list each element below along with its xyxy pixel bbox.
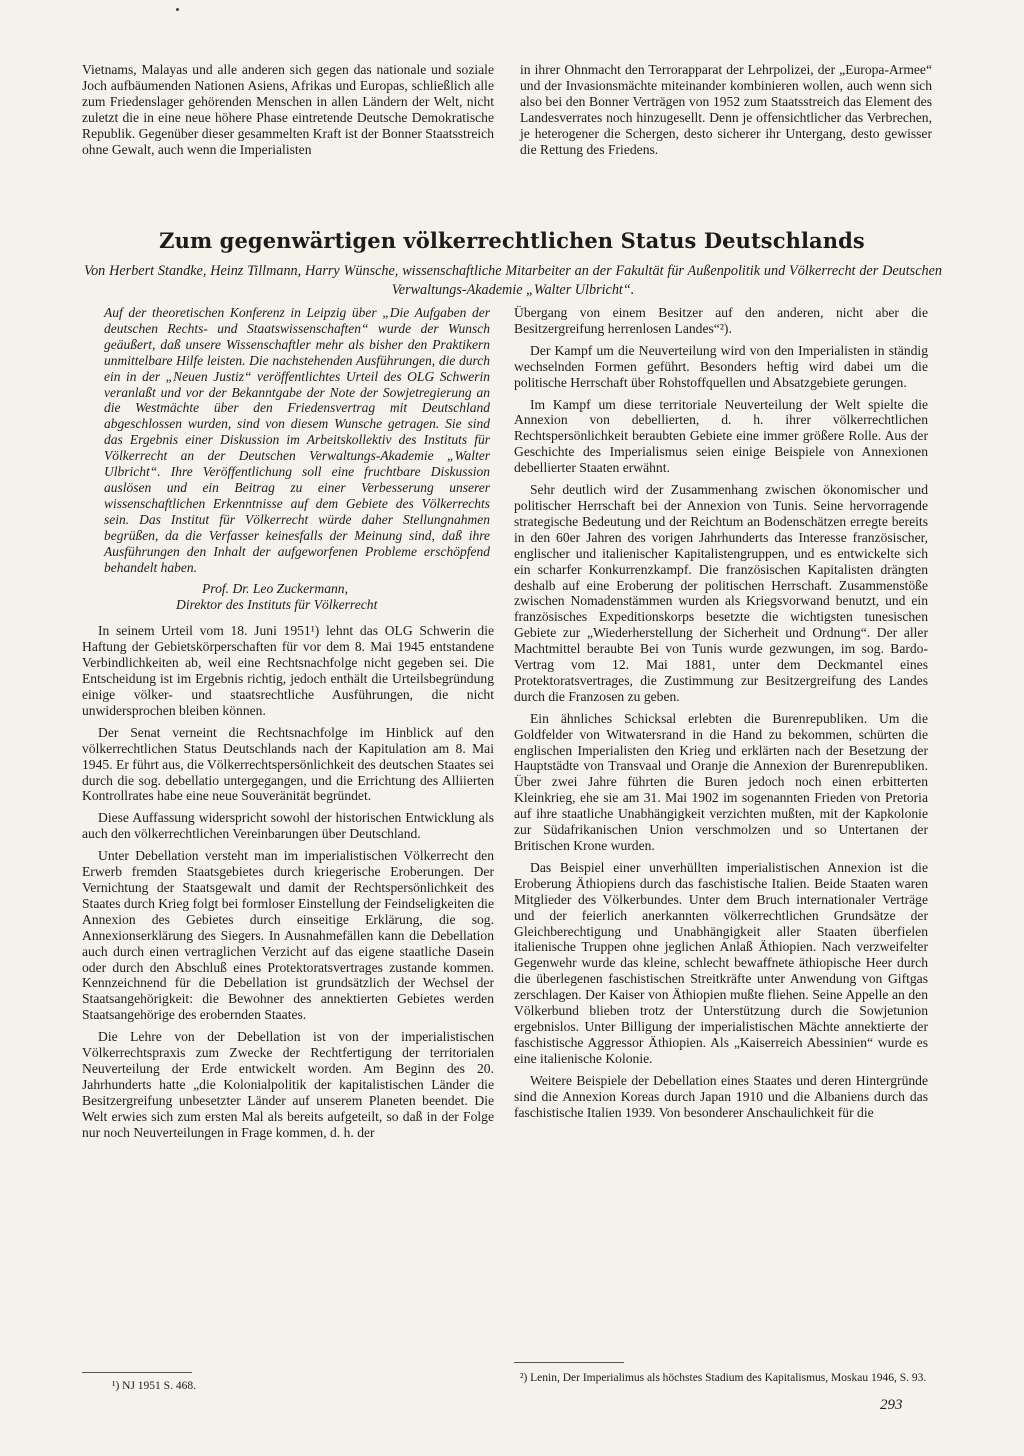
body-paragraph: Das Beispiel einer unverhüllten imperialistischen Annexion ist die Eroberung Äthiopiens durch das faschistische Italien. Beide Staaten waren Mitglieder des Völkerbundes. Unter dem Bruch internationaler Verträge und der feierlich anerkannten völkerrechtlichen Grundsätze der Gleichberechtigung und Unabhängigkeit aller Staaten überfielen italienische Truppen ohne jeglichen Anlaß Äthiopien. Nach verzweifelter Gegenwehr wurde das kleine, schlecht bewaffnete äthiopische Heer durch die überlegenen faschistischen Streitkräfte unter Anwendung von Giftgas zerschlagen. Der Kaiser von Äthiopien mußte fliehen. Seine Appelle an den Völkerbund blieben trotz der Unterstützung durch die Sowjetunion ergebnislos. Unter Billigung der imperialistischen Mächte annektierte der faschistische Aggressor Äthiopien. Als „Kaiserreich Abessinien“ wurde es eine italienische Kolonie. <box>514 859 928 1066</box>
article-authors: Von Herbert Standke, Heinz Tillmann, Harry Wünsche, wissenschaftliche Mitarbeiter an der Fakultät für Außenpolitik und Völkerrecht der Deutschen Verwaltungs-Akademie „Walter Ulbricht“. <box>84 263 942 298</box>
footnote-rule-left <box>82 1372 192 1373</box>
top-left-column <box>82 62 494 157</box>
editorial-signature <box>82 581 494 613</box>
body-paragraph: Übergang von einem Besitzer auf den anderen, nicht aber die Besitzergreifung herrenlosen Landes“²). <box>514 305 928 336</box>
footnote-left: ¹) NJ 1951 S. 468. <box>112 1380 196 1392</box>
top-right-paragraph: in ihrer Ohnmacht den Terrorapparat der Lehrpolizei, der „Europa-Armee“ und der Invasionsmächte miteinander kombinieren wollen, auch wenn sich also bei den Bonner Verträgen von 1952 zum Staatsstreich das Element des Landesverrates noch hinzugesellt. Denn je offensichtlicher das Verbrechen, je heterogener die Schergen, desto sicherer ihr Untergang, desto gewisser die Rettung des Friedens. <box>520 62 932 157</box>
top-left-paragraph: Vietnams, Malayas und alle anderen sich gegen das nationale und soziale Joch aufbäumenden Nationen Asiens, Afrikas und Europas, schließlich alle zum Friedenslager gehörenden Menschen in allen Ländern der Welt, nicht zuletzt die in eine neue höhere Phase eintretende Deutsche Demokratische Republik. Gegenüber dieser gesammelten Kraft ist der Bonner Staatsstreich ohne Gewalt, auch wenn die Imperialisten <box>82 62 494 157</box>
editorial-intro <box>104 305 490 575</box>
body-paragraph: Der Senat verneint die Rechtsnachfolge im Hinblick auf den völkerrechtlichen Status Deutschlands nach der Kapitulation am 8. Mai 1945. Er führt aus, die Völkerrechtspersönlichkeit des deutschen Staates sei durch die sog. debellatio untergegangen, und die Errichtung des Alliierten Kontrollrates habe eine neue Souveränität begründet. <box>82 724 494 804</box>
body-paragraph: Weitere Beispiele der Debellation eines Staates und deren Hintergründe sind die Annexion Koreas durch Japan 1910 und die Albaniens durch das faschistische Italien 1939. Von besonderer Anschaulichkeit für die <box>514 1072 928 1120</box>
body-paragraph: Im Kampf um diese territoriale Neuverteilung der Welt spielte die Annexion von debellierten, d. h. ihrer völkerrechtlichen Rechtspersönlichkeit beraubten Gebiete eine immer größere Rolle. Aus der Geschichte des Imperialismus seien einige Beispiele von Annexionen debellierter Staaten erwähnt. <box>514 396 928 476</box>
body-paragraph: Der Kampf um die Neuverteilung wird von den Imperialisten in ständig wechselnden Formen geführt. Besonders heftig wird dabei um die politische Herrschaft über Rohstoffquellen und Absatzgebiete gerungen. <box>514 342 928 390</box>
body-paragraph: Ein ähnliches Schicksal erlebten die Burenrepubliken. Um die Goldfelder von Witwatersrand in die Hand zu bekommen, schürten die englischen Imperialisten den Krieg und erklärten nach der Besetzung der Hauptstädte von Transvaal und Oranje die Annexion der Burenrepubliken. Über zwei Jahre führten die Buren jedoch noch einen erbitterten Kleinkrieg, ehe sie am 31. Mai 1902 im sogenannten Frieden von Pretoria auf ihre staatliche Unabhängigkeit verzichten mußten, mit der Kapkolonie zur Südafrikanischen Union verschmolzen und so Untertanen der Britischen Krone wurden. <box>514 710 928 853</box>
page-number: 293 <box>880 1397 903 1413</box>
footnote-right: ²) Lenin, Der Imperialimus als höchstes Stadium des Kapitalismus, Moskau 1946, S. 93. <box>520 1372 927 1384</box>
body-paragraph: Unter Debellation versteht man im imperialistischen Völkerrecht den Erwerb fremden Staatsgebietes durch kriegerische Eroberungen. Der Vernichtung der Staatsgewalt und damit der Rechtspersönlichkeit des Staates durch Krieg folgt bei formloser Einstellung der Feindseligkeiten die Annexion des Gebietes durch einseitige Erklärung, die sog. Annexionserklärung des Siegers. In Ausnahmefällen kann die Debellation auch durch einen vertraglichen Verzicht auf das eigene staatliche Dasein oder durch den Abschluß eines Protektoratsvertrages zustande kommen. Kennzeichnend für die Debellation ist grundsätzlich der Wechsel der Staatsangehörigkeit: die Bewohner des annektierten Gebietes werden Staatsangehörige des erobernden Staates. <box>82 848 494 1023</box>
body-paragraph: Diese Auffassung widerspricht sowohl der historischen Entwicklung als auch den völkerrechtlichen Vereinbarungen über Deutschland. <box>82 810 494 842</box>
body-paragraph: Die Lehre von der Debellation ist von der imperialistischen Völkerrechtspraxis zum Zwecke der Rechtfertigung der territorialen Neuverteilung der Erde entwickelt worden. Am Beginn des 20. Jahrhunderts hatte „die Kolonialpolitik der kapitalistischen Länder die Besitzergreifung unbesetzter Länder auf unserem Planeten beendet. Die Welt erwies sich zum ersten Mal als bereits aufgeteilt, so daß in der Folge nur noch Neuverteilungen in Frage kommen, d. h. der <box>82 1029 494 1140</box>
body-paragraph: Sehr deutlich wird der Zusammenhang zwischen ökonomischer und politischer Herrschaft bei der Annexion von Tunis. Seine hervorragende strategische Bedeutung und der Reichtum an Bodenschätzen erregte bereits in den 60er Jahren des vorigen Jahrhunderts das Interesse französischer, englischer und italienischer Kapitalistengruppen, und es entwickelte sich ein scharfer Konkurrenzkampf. Die französischen Kapitalisten drängten deshalb auf eine Eroberung der politischen Herrschaft. Zusammenstöße zwischen Nomadenstämmen wurden als Kriegsvorwand benutzt, und ein französisches Expeditionskorps besetzte die wichtigsten tunesischen Gebiete zur „Wiederherstellung der Sicherheit und Ordnung“. Der aller Machtmittel beraubte Bei von Tunis wurde gezwungen, im sog. Bardo-Vertrag vom 12. Mai 1881, unter dem Deckmantel eines Protektoratsvertrages, die Zustimmung zur Besitzergreifung des Landes durch die Franzosen zu geben. <box>514 482 928 704</box>
editorial-intro-text: Auf der theoretischen Konferenz in Leipzig über „Die Aufgaben der deutschen Rechts- und Staatswissenschaften“ wurde der Wunsch geäußert, daß unsere Wissenschaftler mehr als bisher den Praktikern unmittelbare Hilfe leisten. Die nachstehenden Ausführungen, die durch ein in der „Neuen Justiz“ veröffentlichtes Urteil des OLG Schwerin veranlaßt und vor der Bekanntgabe der Note der Sowjetregierung an die Westmächte über den Friedensvertrag mit Deutschland abgeschlossen wurden, sind von diesem Wunsche getragen. Sie sind das Ergebnis einer Diskussion im Arbeitskollektiv des Instituts für Völkerrecht an der Deutschen Verwaltungs-Akademie „Walter Ulbricht“. Ihre Veröffentlichung soll eine fruchtbare Diskussion auslösen und ein Beitrag zu einer Verbesserung unserer wissenschaftlichen Erkenntnisse auf dem Gebiete des Völkerrechts sein. Das Institut für Völkerrecht würde daher Stellungnahmen begrüßen, da die Verfasser keinesfalls der Meinung sind, daß ihre Ausführungen den Inhalt der aufgeworfenen Probleme erschöpfend behandelt haben. <box>104 305 490 575</box>
signature-name: Prof. Dr. Leo Zuckermann, <box>202 581 348 597</box>
right-column <box>514 305 928 1126</box>
body-paragraph: In seinem Urteil vom 18. Juni 1951¹) lehnt das OLG Schwerin die Haftung der Gebietskörperschaften für vor dem 8. Mai 1945 entstandene Verbindlichkeiten ab, weil eine Rechtsnachfolge nicht gegeben sei. Die Entscheidung ist im Ergebnis richtig, jedoch enthält die Urteilsbegründung einige völker- und staatsrechtliche Ausführungen, die nicht unwidersprochen bleiben können. <box>82 623 494 718</box>
print-speck <box>176 8 179 11</box>
left-column <box>82 305 494 1147</box>
signature-role: Direktor des Instituts für Völkerrecht <box>176 597 378 613</box>
top-right-column <box>520 62 932 157</box>
article-title: Zum gegenwärtigen völkerrechtlichen Status Deutschlands <box>159 228 865 253</box>
footnote-rule-right <box>514 1362 624 1363</box>
